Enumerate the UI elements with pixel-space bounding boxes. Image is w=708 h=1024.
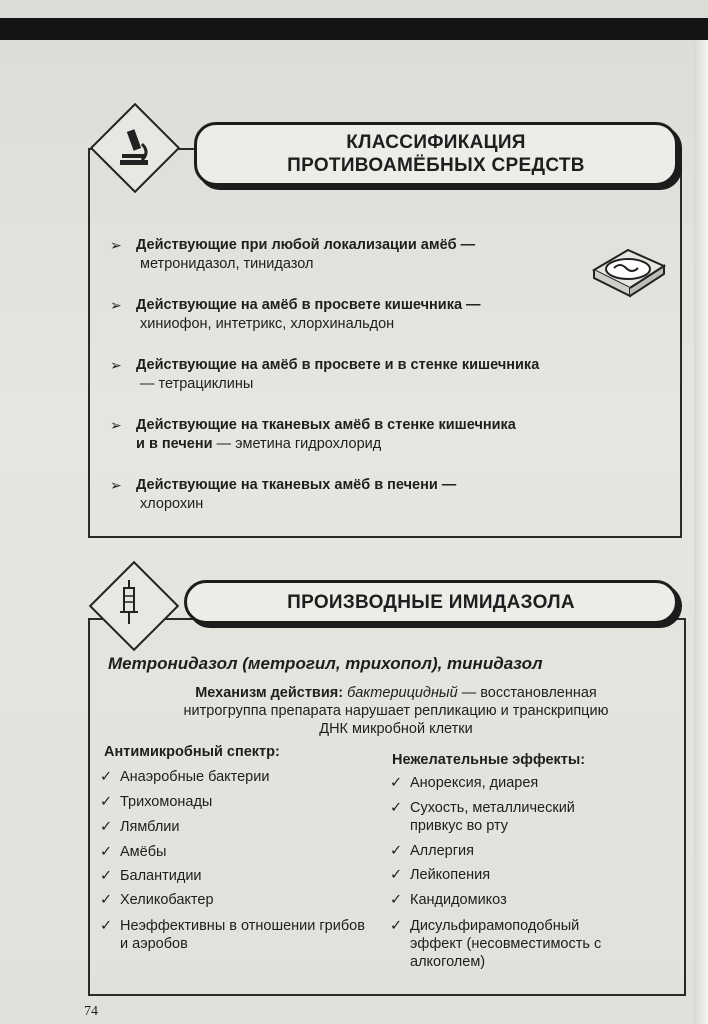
check-icon: ✓ [100, 918, 113, 934]
side-effects-heading: Нежелательные эффекты: [392, 752, 586, 768]
arrow-bullet-icon: ➢ [110, 237, 122, 253]
spectrum-item: ✓ Лямблии [100, 819, 180, 835]
side-effect-item: ✓ Анорексия, диарея [390, 775, 539, 791]
check-icon: ✓ [100, 794, 113, 810]
section2-title: ПРОИЗВОДНЫЕ ИМИДАЗОЛА [287, 591, 575, 613]
spectrum-heading: Антимикробный спектр: [104, 744, 280, 760]
check-icon: ✓ [390, 800, 403, 816]
spectrum-item: ✓ Неэффективны в отношении грибов и аэробов [100, 918, 365, 952]
class-item-5: ➢ Действующие на тканевых амёб в печени — хлорохин [110, 477, 457, 512]
class-item-2: ➢ Действующие на амёб в просвете кишечника — хиниофон, интетрикс, хлорхинальдон [110, 297, 481, 332]
side-effect-item: ✓ Дисульфирамоподобный эффект (несовместимость с алкоголем) [390, 918, 602, 970]
arrow-bullet-icon: ➢ [110, 417, 122, 433]
section2-title-banner [184, 580, 678, 624]
spectrum-item: ✓ Амёбы [100, 844, 167, 860]
class-item-1: ➢ Действующие при любой локализации амёб — метронидазол, тинидазол [110, 237, 476, 272]
check-icon: ✓ [390, 867, 403, 883]
check-icon: ✓ [390, 775, 403, 791]
check-icon: ✓ [100, 892, 113, 908]
microscope-icon [112, 124, 156, 170]
side-effect-item: ✓ Лейкопения [390, 867, 491, 883]
page-number: 74 [84, 1004, 98, 1019]
class-item-4: ➢ Действующие на тканевых амёб в стенке кишечника и в печени — эметина гидрохлорид [110, 417, 516, 452]
section1-title-line1: КЛАССИФИКАЦИЯ [346, 132, 526, 153]
side-effect-item: ✓ Аллергия [390, 843, 474, 859]
spectrum-item: ✓ Балантидии [100, 868, 202, 884]
scan-top-border [0, 18, 708, 40]
drug-title: Метронидазол (метрогил, трихопол), тинидазол [108, 654, 543, 673]
check-icon: ✓ [100, 819, 113, 835]
spectrum-item: ✓ Хеликобактер [100, 892, 214, 908]
side-effect-item: ✓ Сухость, металлический привкус во рту [390, 800, 575, 834]
arrow-bullet-icon: ➢ [110, 297, 122, 313]
arrow-bullet-icon: ➢ [110, 477, 122, 493]
check-icon: ✓ [100, 769, 113, 785]
check-icon: ✓ [390, 918, 403, 934]
arrow-bullet-icon: ➢ [110, 357, 122, 373]
side-effect-item: ✓ Кандидомикоз [390, 892, 507, 908]
check-icon: ✓ [390, 892, 403, 908]
spectrum-item: ✓ Анаэробные бактерии [100, 769, 270, 785]
spectrum-item: ✓ Трихомонады [100, 794, 213, 810]
mechanism-of-action: Механизм действия: бактерицидный — восстановленная нитрогруппа препарата нарушает репликацию и транскрипцию ДНК микробной клетки [183, 685, 609, 737]
section1-title-banner [194, 122, 678, 186]
class-item-3: ➢ Действующие на амёб в просвете и в стенке кишечника — тетрациклины [110, 357, 540, 392]
section1-title-line2: ПРОТИВОАМЁБНЫХ СРЕДСТВ [287, 155, 585, 176]
check-icon: ✓ [100, 868, 113, 884]
check-icon: ✓ [390, 843, 403, 859]
check-icon: ✓ [100, 844, 113, 860]
syringe-icon [114, 578, 144, 628]
page-edge [694, 40, 708, 1024]
